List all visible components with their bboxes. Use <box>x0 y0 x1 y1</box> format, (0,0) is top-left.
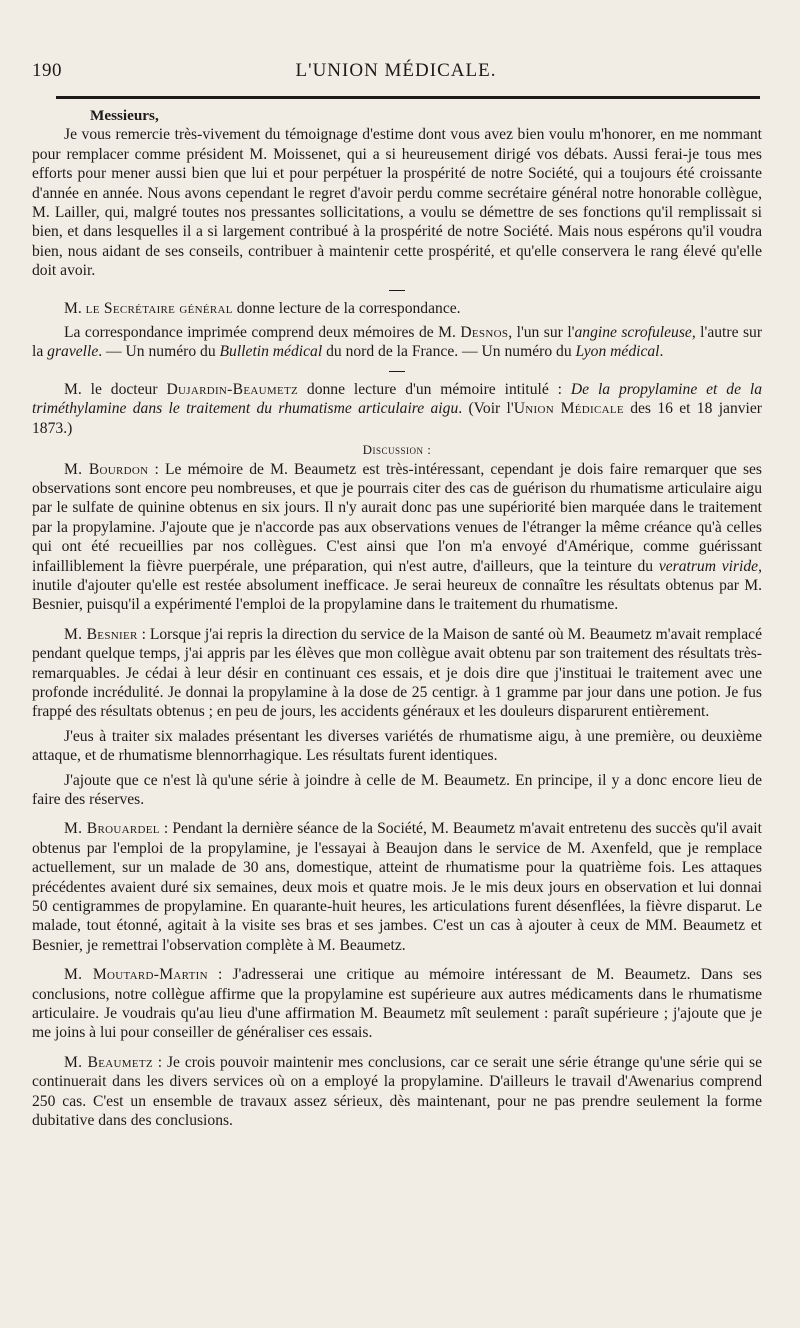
author-name: Desnos <box>460 324 509 342</box>
journal-name: Union Médicale <box>513 400 624 418</box>
discussion-paragraph: M. Beaumetz : Je crois pouvoir maintenir mes conclusions, car ce serait une série étrange qu'une série qui se continuerait dans les divers services où on a employé la propylamine. D'ailleurs le travail d'Awenarius comprend 250 cas. C'est un ensemble de travaux assez sérieux, dès maintenant, pour ne pas prendre seulement la forme dubitative dans des conclusions. <box>32 1053 762 1130</box>
page-number: 190 <box>32 60 62 81</box>
header-rule <box>56 96 760 99</box>
discussion-heading: Discussion : <box>362 442 432 458</box>
speaker-name: M. Moutard-Martin <box>64 966 208 984</box>
page-header <box>32 60 760 90</box>
running-title: L'UNION MÉDICALE. <box>295 60 497 81</box>
speaker-name: Dujardin-Beaumetz <box>166 380 299 398</box>
speaker-name: M. Beaumetz <box>64 1053 153 1071</box>
section-separator <box>32 364 762 380</box>
speaker-name: M. Brouardel <box>64 820 160 838</box>
correspondence-paragraph: La correspondance imprimée comprend deux mémoires de M. Desnos, l'un sur l'angine scrofuleuse, l'autre sur la gravelle. — Un numéro du Bulletin médical du nord de la France. — Un numéro du Lyon médical. <box>32 324 763 361</box>
discussion-paragraph: M. Moutard-Martin : J'adresserai une critique au mémoire intéressant de M. Beaumetz. Dans ses conclusions, notre collègue affirme que la propylamine est supérieure aux autres médicaments dans le rhumatisme articulaire. Je voudrais qu'au lieu d'une affirmation M. Beaumetz mît seulement : paraît supérieure ; j'ajoute que je me joins à lui pour conseiller de généraliser ces essais. <box>32 966 762 1042</box>
discussion-paragraph: J'eus à traiter six malades présentant les diverses variétés de rhumatisme aigu, à une première, ou deuxième attaque, et de rhumatisme blennorrhagique. Les résultats furent identiques. <box>32 727 762 765</box>
correspondence-announcement: M. le Secrétaire général donne lecture de la correspondance. <box>64 299 461 317</box>
speech-paragraph: Je vous remercie très-vivement du témoignage d'estime dont vous avez bien voulu m'honorer, en me nommant pour remplacer comme président M. Moissenet, qui a si heureusement dirigé vos débats. Aussi ferai-je tous mes efforts pour mener aussi bien que lui et pour perpétuer la prospérité de notre Société, qui a toujours été croissante d'année en année. Nous avons cependant le regret d'avoir perdu comme secrétaire général notre honorable collègue, M. Lailler, qui, malgré toutes nos pressantes sollicitations, a voulu se démettre de ses fonctions qu'il remplissait si bien, et dans lesquelles il a si largement contribué à la prospérité de notre Société. Mais nous espérons qu'il voudra bien, nous aidant de ses conseils, contribuer à maintenir cette prospérité, et qu'elle conservera le rang élevé qu'elle doit avoir. <box>32 126 762 280</box>
salutation: Messieurs, <box>90 107 159 124</box>
speaker-name: M. Besnier <box>64 625 138 643</box>
discussion-paragraph: M. Brouardel : Pendant la dernière séance de la Société, M. Beaumetz m'avait entretenu des succès qu'il avait obtenus par l'emploi de la propylamine, je l'essayai à Beaujon dans le service de M. Axenfeld, que je remplace actuellement, sur un malade de 30 ans, domestique, atteint de rhumatisme pour la quatrième fois. Les attaques précédentes avaient duré six semaines, deux mois et quatre mois. Je le mis deux jours en observation et lui donnai 50 centigrammes de propylamine. En quarante-huit heures, les articulations furent désenflées, la fièvre disparut. Le malade, tout étonné, agitait à la visite ses bras et ses jambes. C'est un cas à ajouter à ceux de MM. Beaumetz et Besnier, je remettrai l'observation complète à M. Beaumetz. <box>32 820 762 954</box>
discussion-paragraph: M. Besnier : Lorsque j'ai repris la direction du service de la Maison de santé où M. Beaumetz m'avait remplacé pendant quelque temps, j'ai appris par les élèves que mon collègue avait obtenu par son traitement des résultats très-remarquables. Je cédai à leur désir en continuant ces essais, et je dois dire que j'instituai le traitement avec une profonde incrédulité. Je donnai la propylamine à la dose de 25 centigr. à 1 gramme par jour dans une potion. Je fus frappé des résultats obtenus ; en peu de jours, les accidents généraux et les douleurs disparurent entièrement. <box>32 625 762 721</box>
speaker-name: M. Bourdon <box>64 460 149 478</box>
memoir-announcement: M. le docteur Dujardin-Beaumetz donne lecture d'un mémoire intitulé : De la propylamine et de la triméthylamine dans le traitement du rhumatisme articulaire aigu. (Voir l'Union Médicale des 16 et 18 janvier 1873.) <box>32 380 763 437</box>
speaker-name: le Secrétaire général <box>85 299 233 317</box>
memoir-title: De la propylamine et de la triméthylamine dans le traitement du rhumatisme articulaire aigu <box>32 380 763 418</box>
article-body <box>32 106 762 1131</box>
section-separator <box>32 283 762 299</box>
discussion-paragraph: M. Bourdon : Le mémoire de M. Beaumetz est très-intéressant, cependant je dois faire remarquer que ses observations sont encore peu nombreuses, et que je pourrais citer des cas de guérison du rhumatisme articulaire aigu par le sulfate de quinine obtenus en six jours. Il n'y aurait donc pas une supériorité bien marquée dans le traitement par la propylamine. J'ajoute que je n'accorde pas aux observations venues de l'étranger la même créance qu'à celles qui ont été recueillies par nos collègues. C'est ainsi que l'on m'a envoyé d'Amérique, comme guérissant infailliblement la fièvre puerpérale, une préparation, qui n'est autre, d'ailleurs, que la teinture du veratrum viride, inutile d'ajouter qu'elle est restée absolument inefficace. Je serai heureux de connaître les résultats obtenus par M. Besnier, puisqu'il a expérimenté l'emploi de la propylamine dans le traitement du rhumatisme. <box>32 460 762 614</box>
discussion-paragraph: J'ajoute que ce n'est là qu'une série à joindre à celle de M. Beaumetz. En principe, il y a donc encore lieu de faire des réserves. <box>32 771 762 808</box>
